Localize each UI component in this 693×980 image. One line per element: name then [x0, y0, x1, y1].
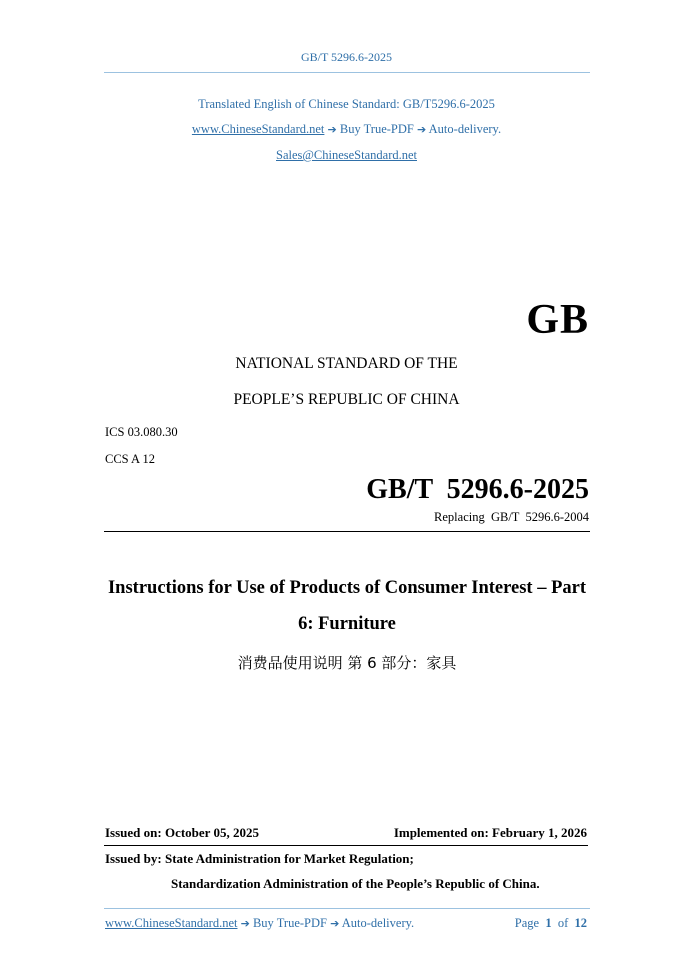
page-of: of	[557, 916, 569, 930]
header-rule	[104, 72, 590, 73]
english-title-line2: 6: Furniture	[298, 614, 396, 634]
ics-code: ICS 03.080.30	[105, 425, 178, 439]
arrow-right-icon: ➔	[327, 123, 337, 136]
footer-site-link[interactable]: www.ChineseStandard.net	[105, 916, 238, 930]
chinese-title: 消费品使用说明 第 6 部分：家具	[237, 654, 457, 672]
promo-buy-line	[0, 122, 693, 137]
implemented-on-date: Implemented on: February 1, 2026	[393, 825, 587, 840]
standard-number: GB/T 5296.6-2025	[366, 474, 589, 505]
ccs-code: CCS A 12	[105, 452, 156, 466]
english-title-line1: Instructions for Use of Products of Consumer Interest – Part	[107, 578, 587, 598]
gb-mark: GB	[526, 297, 589, 343]
issued-by-line2: Standardization Administration of the People’s Republic of China.	[171, 876, 540, 891]
arrow-right-icon: ➔	[417, 123, 427, 136]
page-label: Page	[514, 916, 540, 930]
promo-site-link[interactable]: www.ChineseStandard.net	[191, 122, 325, 136]
issued-by-line1: Issued by: State Administration for Market Regulation;	[105, 851, 414, 866]
arrow-right-icon: ➔	[240, 917, 250, 930]
promo-email-line	[0, 148, 693, 163]
footer-promo	[105, 916, 414, 931]
issued-on-date: Issued on: October 05, 2025	[105, 825, 259, 840]
page-indicator	[515, 916, 587, 931]
arrow-right-icon: ➔	[330, 917, 340, 930]
promo-email-link[interactable]: Sales@ChineseStandard.net	[276, 148, 417, 162]
title-rule	[104, 531, 590, 532]
promo-translation-line: Translated English of Chinese Standard: GB/T5296.6-2025	[198, 97, 495, 111]
page-total: 12	[574, 916, 587, 930]
promo-delivery-text: Auto-delivery.	[428, 122, 502, 136]
national-standard-line1: NATIONAL STANDARD OF THE	[235, 355, 458, 372]
promo-buy-text: Buy True-PDF	[339, 122, 414, 136]
national-standard-line2: PEOPLE’S REPUBLIC OF CHINA	[233, 391, 460, 408]
issue-rule	[104, 845, 588, 846]
running-header-title: GB/T 5296.6-2025	[300, 50, 393, 64]
footer-rule	[104, 908, 590, 909]
footer-delivery-text: Auto-delivery.	[341, 916, 415, 930]
replacing-standard: Replacing GB/T 5296.6-2004	[434, 510, 589, 524]
footer-buy-text: Buy True-PDF	[252, 916, 327, 930]
page-current: 1	[545, 916, 552, 930]
